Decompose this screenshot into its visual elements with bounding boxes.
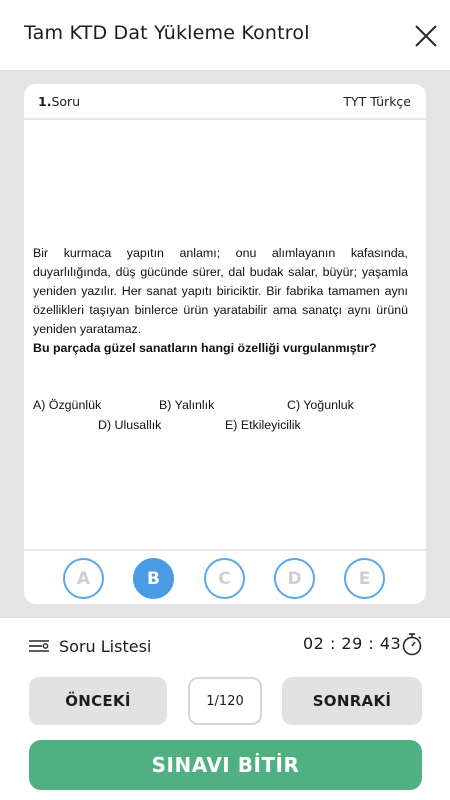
option-c: C) Yoğunluk <box>287 398 354 412</box>
close-icon <box>412 22 440 50</box>
app-header <box>0 0 450 70</box>
previous-button[interactable]: ÖNCEKİ <box>29 677 167 725</box>
exam-timer: 02 : 29 : 43 <box>303 634 402 653</box>
option-d: D) Ulusallık <box>98 418 162 432</box>
page-title: Tam KTD Dat Yükleme Kontrol <box>24 22 310 44</box>
option-a: A) Özgünlük <box>33 398 102 412</box>
finish-exam-button[interactable]: SINAVI BİTİR <box>29 740 422 790</box>
question-card <box>24 84 426 604</box>
list-icon <box>28 639 50 653</box>
answer-e-button[interactable]: E <box>344 558 385 599</box>
question-text: Bu parçada güzel sanatların hangi özelliği vurgulanmıştır? <box>33 341 377 355</box>
option-e: E) Etkileyicilik <box>225 418 301 432</box>
question-passage: Bir kurmaca yapıtın anlamı; onu alımlayanın kafasında, duyarlılığında, düş gücünde sürer, dal budak salar, büyür; yaşamla yeniden yazılır. Her sanat yapıtı biriciktir. Bir fabrika tamamen aynı özellikleri taşıyan binlerce ürün yaratabilir ama sanatçı aynı ürünü yeniden yaratamaz. <box>33 246 408 336</box>
question-card-header <box>24 84 426 120</box>
question-body <box>33 244 408 358</box>
page-indicator: 1/120 <box>188 677 262 725</box>
answer-d-button[interactable]: D <box>274 558 315 599</box>
next-button[interactable]: SONRAKİ <box>282 677 422 725</box>
question-list-button[interactable] <box>28 632 151 660</box>
answer-c-button[interactable]: C <box>204 558 245 599</box>
answer-a-button[interactable]: A <box>63 558 104 599</box>
question-list-label: Soru Listesi <box>59 636 152 656</box>
close-button[interactable] <box>412 22 440 50</box>
question-number: 1.Soru <box>38 94 81 109</box>
answer-b-button[interactable]: B <box>133 558 174 599</box>
stopwatch-icon <box>401 632 423 656</box>
option-b: B) Yalınlık <box>159 398 215 412</box>
answer-selector <box>24 549 426 604</box>
question-subject: TYT Türkçe <box>343 94 411 109</box>
